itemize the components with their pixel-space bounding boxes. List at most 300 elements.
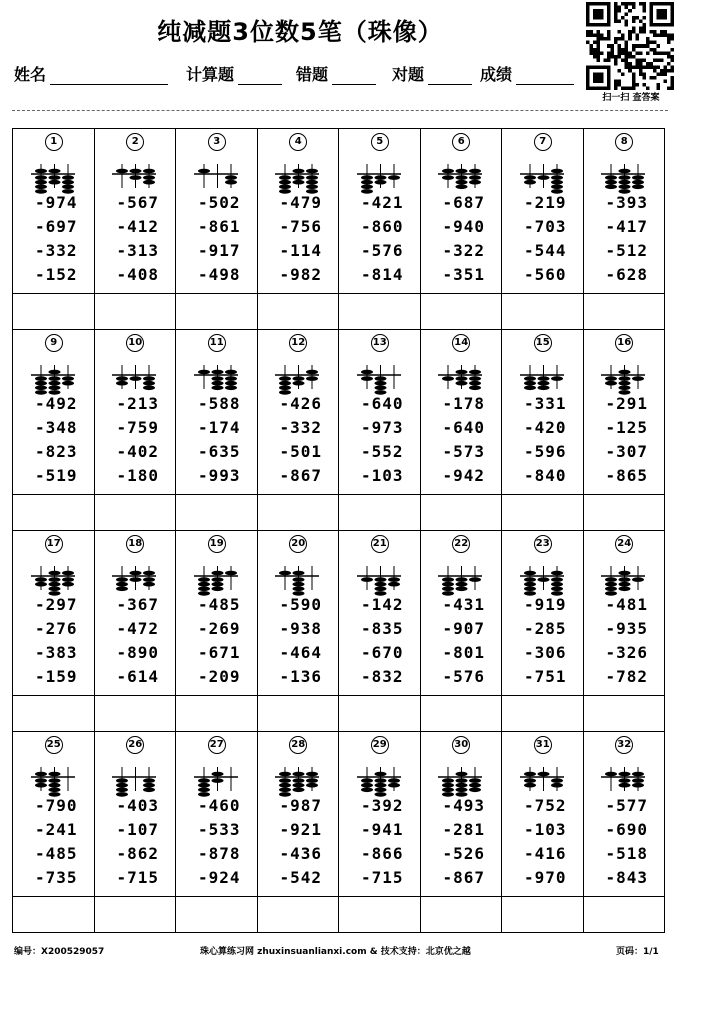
- problem-cell: [420, 329, 503, 495]
- operand-value: -417: [605, 217, 649, 236]
- abacus-bead: [279, 386, 291, 391]
- abacus-bead: [456, 577, 468, 582]
- operand-value: -493: [442, 796, 486, 815]
- abacus-bead: [62, 571, 74, 576]
- operand-value: -924: [198, 868, 241, 887]
- operand-value: -306: [524, 643, 567, 662]
- abacus-rod: [632, 566, 644, 590]
- answer-box[interactable]: [583, 695, 666, 732]
- abacus-rod: [293, 767, 305, 792]
- abacus-bead: [35, 386, 47, 391]
- abacus-bead: [605, 376, 617, 381]
- abacus-rod: [306, 164, 318, 194]
- abacus-bead: [279, 571, 291, 576]
- abacus-bead: [198, 169, 210, 174]
- answer-box[interactable]: [257, 896, 340, 933]
- abacus-bead: [48, 772, 60, 777]
- answer-box[interactable]: [501, 695, 584, 732]
- problem-cell: [175, 731, 258, 897]
- answer-box[interactable]: [338, 896, 421, 933]
- answer-box[interactable]: [175, 896, 258, 933]
- problem-number: 10: [126, 334, 144, 352]
- abacus-bead: [306, 175, 318, 180]
- operand-value: -426: [279, 394, 323, 413]
- abacus-rod: [62, 365, 74, 389]
- abacus-bead: [619, 169, 631, 174]
- abacus-rod: [198, 164, 210, 188]
- info-field-blank[interactable]: [238, 64, 282, 85]
- abacus-bead: [48, 778, 60, 783]
- operand-value: -973: [361, 418, 404, 437]
- abacus-bead: [619, 571, 631, 576]
- answer-box[interactable]: [338, 494, 421, 531]
- abacus-bead: [361, 185, 373, 190]
- operand-value: -974: [35, 193, 78, 212]
- answer-box[interactable]: [175, 293, 258, 330]
- abacus-bead: [306, 783, 318, 788]
- abacus-bead: [469, 386, 481, 391]
- abacus-bead: [619, 175, 631, 180]
- abacus-rod: [225, 164, 237, 188]
- info-field: [480, 62, 574, 85]
- answer-box[interactable]: [257, 494, 340, 531]
- abacus-bead: [551, 587, 563, 592]
- operand-value: -416: [524, 844, 567, 863]
- problem-number: 22: [452, 535, 470, 553]
- abacus-rod: [374, 365, 386, 395]
- abacus-rod: [374, 566, 386, 596]
- abacus-bead: [632, 577, 644, 582]
- abacus-bead: [374, 772, 386, 777]
- problem-number: 32: [615, 736, 633, 754]
- problem-grid: [12, 128, 664, 932]
- abacus-image: [192, 163, 242, 191]
- operand-value: -332: [35, 241, 78, 260]
- answer-box[interactable]: [12, 494, 95, 531]
- abacus-bead: [225, 571, 237, 576]
- abacus-bead: [632, 778, 644, 783]
- operand-value: -982: [279, 265, 323, 284]
- problem-number: 6: [452, 133, 470, 151]
- abacus-image: [436, 565, 486, 593]
- abacus-bead: [605, 582, 617, 587]
- abacus-bead: [524, 376, 536, 381]
- abacus-rod: [619, 164, 631, 194]
- abacus-bead: [361, 783, 373, 788]
- abacus-bead: [48, 386, 60, 391]
- answer-box[interactable]: [583, 896, 666, 933]
- answer-box[interactable]: [420, 293, 503, 330]
- abacus-bead: [225, 376, 237, 381]
- abacus-bead: [524, 587, 536, 592]
- abacus-bead: [48, 370, 60, 375]
- abacus-bead: [374, 577, 386, 582]
- abacus-bead: [551, 778, 563, 783]
- abacus-bead: [551, 783, 563, 788]
- abacus-image: [599, 163, 649, 191]
- problem-cell: [94, 329, 177, 495]
- answer-box[interactable]: [175, 695, 258, 732]
- abacus-bead: [211, 577, 223, 582]
- abacus-bead: [524, 778, 536, 783]
- operand-value: -640: [361, 394, 404, 413]
- abacus-bead: [524, 577, 536, 582]
- abacus-bead: [116, 582, 128, 587]
- abacus-bead: [130, 571, 142, 576]
- abacus-bead: [211, 587, 223, 592]
- abacus-rod: [605, 767, 617, 791]
- abacus-bead: [116, 169, 128, 174]
- abacus-bead: [279, 772, 291, 777]
- problem-cell: [175, 530, 258, 696]
- operand-value: -533: [198, 820, 241, 839]
- problem-cell: [94, 128, 177, 294]
- abacus-bead: [632, 180, 644, 185]
- answer-box[interactable]: [420, 494, 503, 531]
- abacus-bead: [605, 381, 617, 386]
- operand-value: -125: [605, 418, 649, 437]
- abacus-rod: [442, 767, 454, 797]
- operand-value: -921: [279, 820, 323, 839]
- info-field: [392, 62, 472, 85]
- answer-box[interactable]: [501, 494, 584, 531]
- abacus-bead: [293, 582, 305, 587]
- operand-value: -472: [116, 619, 160, 638]
- operand-value: -993: [198, 466, 241, 485]
- abacus-bead: [442, 582, 454, 587]
- operand-value: -814: [361, 265, 404, 284]
- abacus-bead: [198, 370, 210, 375]
- operand-value: -866: [361, 844, 404, 863]
- operand-value: -421: [361, 193, 404, 212]
- abacus-image: [110, 766, 160, 794]
- abacus-bead: [469, 175, 481, 180]
- abacus-bead: [551, 169, 563, 174]
- abacus-bead: [551, 180, 563, 185]
- operand-value: -867: [442, 868, 486, 887]
- abacus-rod: [632, 767, 644, 791]
- answer-box[interactable]: [583, 293, 666, 330]
- problem-number: 26: [126, 736, 144, 754]
- abacus-bead: [279, 376, 291, 381]
- info-field-blank[interactable]: [50, 64, 168, 85]
- operand-value: -297: [35, 595, 78, 614]
- abacus-rod: [48, 767, 60, 797]
- abacus-rod: [143, 767, 155, 792]
- abacus-bead: [456, 185, 468, 190]
- answer-box[interactable]: [501, 293, 584, 330]
- abacus-bead: [361, 370, 373, 375]
- abacus-bead: [469, 577, 481, 582]
- abacus-bead: [469, 370, 481, 375]
- operand-value: -628: [605, 265, 649, 284]
- abacus-bead: [48, 783, 60, 788]
- operand-value: -269: [198, 619, 241, 638]
- abacus-rod: [388, 767, 400, 791]
- operand-value: -919: [524, 595, 567, 614]
- abacus-bead: [551, 577, 563, 582]
- operand-value: -596: [524, 442, 567, 461]
- answer-box[interactable]: [12, 896, 95, 933]
- abacus-bead: [62, 381, 74, 386]
- problem-cell: [583, 530, 666, 696]
- info-field: [14, 62, 168, 85]
- abacus-bead: [130, 169, 142, 174]
- operand-value: -614: [116, 667, 160, 686]
- abacus-bead: [143, 175, 155, 180]
- operand-value: -136: [279, 667, 323, 686]
- abacus-bead: [48, 376, 60, 381]
- answer-box[interactable]: [420, 896, 503, 933]
- abacus-bead: [293, 577, 305, 582]
- operand-value: -392: [361, 796, 404, 815]
- abacus-rod: [306, 365, 318, 389]
- problem-cell: [583, 731, 666, 897]
- operand-value: -180: [116, 466, 160, 485]
- info-field: [186, 62, 282, 85]
- abacus-bead: [388, 783, 400, 788]
- problem-number: 25: [45, 736, 63, 754]
- abacus-rod: [469, 566, 481, 590]
- abacus-rod: [524, 365, 536, 390]
- abacus-rod: [48, 566, 60, 596]
- operand-value: -460: [198, 796, 241, 815]
- abacus-bead: [130, 175, 142, 180]
- abacus-bead: [619, 778, 631, 783]
- abacus-bead: [279, 185, 291, 190]
- abacus-bead: [279, 381, 291, 386]
- abacus-rod: [537, 164, 549, 188]
- operand-value: -107: [116, 820, 160, 839]
- abacus-bead: [442, 577, 454, 582]
- operand-value: -332: [279, 418, 323, 437]
- answer-box[interactable]: [338, 695, 421, 732]
- abacus-bead: [293, 783, 305, 788]
- abacus-bead: [48, 169, 60, 174]
- abacus-bead: [456, 381, 468, 386]
- abacus-rod: [374, 767, 386, 797]
- abacus-bead: [198, 778, 210, 783]
- problem-cell: [338, 128, 421, 294]
- info-field-label: 对题: [392, 65, 425, 84]
- abacus-bead: [551, 175, 563, 180]
- problem-cell: [583, 128, 666, 294]
- answer-box[interactable]: [583, 494, 666, 531]
- abacus-rod: [293, 566, 305, 596]
- answer-box[interactable]: [94, 896, 177, 933]
- abacus-bead: [225, 386, 237, 391]
- answer-box[interactable]: [94, 494, 177, 531]
- problem-number: 7: [534, 133, 552, 151]
- info-field-blank[interactable]: [516, 64, 574, 85]
- operand-value: -687: [442, 193, 486, 212]
- operand-value: -782: [605, 667, 649, 686]
- abacus-rod: [361, 566, 373, 590]
- abacus-bead: [62, 582, 74, 587]
- operand-value: -544: [524, 241, 567, 260]
- abacus-bead: [48, 381, 60, 386]
- problem-cell: [12, 731, 95, 897]
- abacus-image: [599, 364, 649, 392]
- abacus-bead: [632, 783, 644, 788]
- problem-number: 3: [208, 133, 226, 151]
- problem-cell: [257, 329, 340, 495]
- answer-box[interactable]: [12, 293, 95, 330]
- problem-cell: [338, 530, 421, 696]
- abacus-rod: [605, 365, 617, 389]
- answer-box[interactable]: [175, 494, 258, 531]
- qr-code-image[interactable]: [586, 2, 674, 90]
- answer-box[interactable]: [257, 695, 340, 732]
- abacus-rod: [279, 365, 291, 395]
- operand-value: -485: [198, 595, 241, 614]
- problem-cell: [257, 128, 340, 294]
- operand-value: -843: [605, 868, 649, 887]
- abacus-bead: [35, 381, 47, 386]
- abacus-bead: [374, 587, 386, 592]
- operand-value: -285: [524, 619, 567, 638]
- info-field-blank[interactable]: [428, 64, 472, 85]
- abacus-bead: [130, 376, 142, 381]
- operand-value: -576: [361, 241, 404, 260]
- operand-value: -313: [116, 241, 160, 260]
- info-field-blank[interactable]: [332, 64, 376, 85]
- abacus-bead: [143, 376, 155, 381]
- operand-value: -420: [524, 418, 567, 437]
- operand-value: -498: [198, 265, 241, 284]
- abacus-rod: [279, 164, 291, 194]
- problem-number: 4: [289, 133, 307, 151]
- abacus-bead: [279, 783, 291, 788]
- abacus-bead: [35, 169, 47, 174]
- abacus-bead: [632, 772, 644, 777]
- abacus-bead: [35, 778, 47, 783]
- abacus-bead: [374, 783, 386, 788]
- abacus-bead: [456, 788, 468, 793]
- abacus-bead: [524, 175, 536, 180]
- operand-value: -552: [361, 442, 404, 461]
- abacus-image: [273, 163, 323, 191]
- abacus-bead: [62, 376, 74, 381]
- problem-number: 20: [289, 535, 307, 553]
- abacus-image: [29, 565, 79, 593]
- abacus-bead: [619, 587, 631, 592]
- operand-value: -970: [524, 868, 567, 887]
- operand-value: -519: [35, 466, 78, 485]
- abacus-bead: [48, 788, 60, 793]
- operand-value: -209: [198, 667, 241, 686]
- abacus-rod: [293, 164, 305, 188]
- abacus-bead: [442, 169, 454, 174]
- abacus-rod: [130, 566, 142, 590]
- abacus-bead: [48, 175, 60, 180]
- answer-box[interactable]: [501, 896, 584, 933]
- abacus-rod: [619, 566, 631, 591]
- abacus-bead: [116, 788, 128, 793]
- abacus-bead: [442, 587, 454, 592]
- problem-number: 9: [45, 334, 63, 352]
- operand-value: -790: [35, 796, 78, 815]
- abacus-bead: [198, 587, 210, 592]
- operand-value: -103: [524, 820, 567, 839]
- problem-cell: [501, 731, 584, 897]
- answer-box[interactable]: [12, 695, 95, 732]
- operand-value: -801: [442, 643, 486, 662]
- operand-value: -840: [524, 466, 567, 485]
- abacus-rod: [632, 164, 644, 189]
- answer-box[interactable]: [420, 695, 503, 732]
- operand-value: -152: [35, 265, 78, 284]
- abacus-bead: [374, 788, 386, 793]
- abacus-bead: [306, 185, 318, 190]
- abacus-rod: [306, 767, 318, 791]
- abacus-bead: [293, 778, 305, 783]
- problem-cell: [257, 530, 340, 696]
- operand-value: -860: [361, 217, 404, 236]
- abacus-bead: [143, 778, 155, 783]
- abacus-image: [273, 565, 323, 593]
- abacus-rod: [48, 365, 60, 395]
- abacus-bead: [524, 582, 536, 587]
- abacus-bead: [619, 386, 631, 391]
- abacus-bead: [456, 169, 468, 174]
- answer-box[interactable]: [94, 695, 177, 732]
- abacus-bead: [456, 772, 468, 777]
- abacus-bead: [306, 169, 318, 174]
- abacus-rod: [537, 365, 549, 390]
- abacus-bead: [225, 370, 237, 375]
- abacus-bead: [48, 180, 60, 185]
- operand-value: -715: [361, 868, 404, 887]
- operand-value: -670: [361, 643, 404, 662]
- abacus-image: [518, 364, 568, 392]
- problem-number: 13: [371, 334, 389, 352]
- page-number: 页码：1/1: [616, 947, 659, 957]
- abacus-bead: [605, 185, 617, 190]
- operand-value: -326: [605, 643, 649, 662]
- answer-box[interactable]: [257, 293, 340, 330]
- problem-cell: [175, 128, 258, 294]
- problem-cell: [12, 530, 95, 696]
- operand-value: -436: [279, 844, 323, 863]
- operand-value: -485: [35, 844, 78, 863]
- abacus-bead: [48, 582, 60, 587]
- operand-value: -307: [605, 442, 649, 461]
- abacus-rod: [130, 164, 142, 188]
- abacus-rod: [48, 164, 60, 188]
- operand-value: -715: [116, 868, 160, 887]
- abacus-bead: [456, 175, 468, 180]
- abacus-bead: [374, 175, 386, 180]
- problem-number: 30: [452, 736, 470, 754]
- abacus-bead: [456, 376, 468, 381]
- answer-box[interactable]: [338, 293, 421, 330]
- abacus-bead: [551, 582, 563, 587]
- abacus-bead: [198, 783, 210, 788]
- answer-box[interactable]: [94, 293, 177, 330]
- abacus-bead: [143, 381, 155, 386]
- abacus-bead: [48, 577, 60, 582]
- problem-number: 29: [371, 736, 389, 754]
- abacus-rod: [551, 566, 563, 596]
- problem-cell: [94, 731, 177, 897]
- operand-value: -403: [116, 796, 160, 815]
- operand-value: -940: [442, 217, 486, 236]
- abacus-rod: [524, 164, 536, 188]
- operand-value: -502: [198, 193, 241, 212]
- problem-number: 8: [615, 133, 633, 151]
- abacus-bead: [211, 386, 223, 391]
